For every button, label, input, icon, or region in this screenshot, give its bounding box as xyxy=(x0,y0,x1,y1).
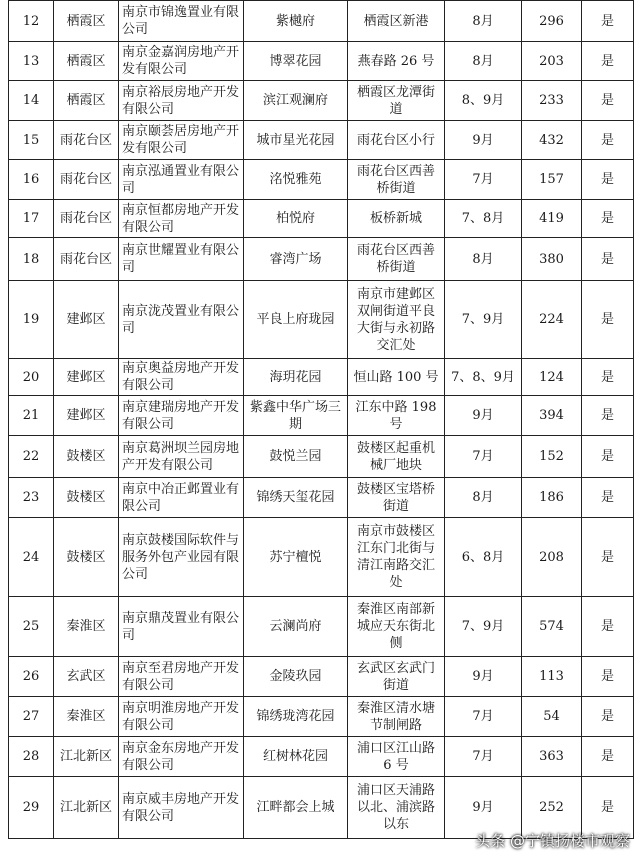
month-cell: 7、8月 xyxy=(445,200,522,238)
units-cell: 296 xyxy=(522,1,582,42)
month-cell: 8月 xyxy=(445,478,522,518)
flag-cell: 是 xyxy=(582,121,634,160)
flag-cell: 是 xyxy=(582,42,634,81)
flag-cell: 是 xyxy=(582,737,634,777)
district-cell: 江北新区 xyxy=(54,737,119,777)
project-cell: 锦绣珑湾花园 xyxy=(244,697,348,737)
row-number: 13 xyxy=(9,42,54,81)
month-cell: 7月 xyxy=(445,737,522,777)
location-cell: 南京市鼓楼区江东门北街与清江南路交汇处 xyxy=(348,518,445,597)
table-row xyxy=(9,359,634,396)
district-cell: 秦淮区 xyxy=(54,697,119,737)
location-cell: 燕春路 26 号 xyxy=(348,42,445,81)
district-cell: 鼓楼区 xyxy=(54,518,119,597)
district-cell: 栖霞区 xyxy=(54,81,119,121)
units-cell: 157 xyxy=(522,160,582,200)
units-cell: 394 xyxy=(522,396,582,436)
location-cell: 鼓楼区宝塔桥街道 xyxy=(348,478,445,518)
units-cell: 124 xyxy=(522,359,582,396)
units-cell: 224 xyxy=(522,281,582,359)
month-cell: 7月 xyxy=(445,160,522,200)
table-row xyxy=(9,281,634,359)
company-cell: 南京裕辰房地产开发有限公司 xyxy=(119,81,244,121)
district-cell: 建邺区 xyxy=(54,281,119,359)
row-number: 12 xyxy=(9,1,54,42)
company-cell: 南京至君房地产开发有限公司 xyxy=(119,657,244,697)
table-row xyxy=(9,238,634,281)
project-cell: 紫樾府 xyxy=(244,1,348,42)
district-cell: 栖霞区 xyxy=(54,42,119,81)
company-cell: 南京市锦逸置业有限公司 xyxy=(119,1,244,42)
row-number: 21 xyxy=(9,396,54,436)
table-body xyxy=(9,1,634,839)
project-cell: 洺悦雅苑 xyxy=(244,160,348,200)
flag-cell: 是 xyxy=(582,396,634,436)
project-cell: 平良上府珑园 xyxy=(244,281,348,359)
units-cell: 233 xyxy=(522,81,582,121)
row-number: 19 xyxy=(9,281,54,359)
table-row xyxy=(9,518,634,597)
location-cell: 鼓楼区起重机械厂地块 xyxy=(348,436,445,478)
row-number: 20 xyxy=(9,359,54,396)
location-cell: 雨花台区小行 xyxy=(348,121,445,160)
district-cell: 建邺区 xyxy=(54,359,119,396)
company-cell: 南京鼓楼国际软件与服务外包产业园有限公司 xyxy=(119,518,244,597)
flag-cell: 是 xyxy=(582,200,634,238)
row-number: 17 xyxy=(9,200,54,238)
district-cell: 江北新区 xyxy=(54,777,119,839)
location-cell: 浦口区江山路 6 号 xyxy=(348,737,445,777)
month-cell: 8月 xyxy=(445,42,522,81)
location-cell: 浦口区天浦路以北、浦滨路以东 xyxy=(348,777,445,839)
flag-cell: 是 xyxy=(582,1,634,42)
flag-cell: 是 xyxy=(582,160,634,200)
location-cell: 秦淮区清水塘节制闸路 xyxy=(348,697,445,737)
units-cell: 363 xyxy=(522,737,582,777)
units-cell: 574 xyxy=(522,597,582,657)
units-cell: 208 xyxy=(522,518,582,597)
location-cell: 栖霞区龙潭街道 xyxy=(348,81,445,121)
month-cell: 7、9月 xyxy=(445,281,522,359)
district-cell: 玄武区 xyxy=(54,657,119,697)
month-cell: 7、9月 xyxy=(445,597,522,657)
company-cell: 南京建瑞房地产开发有限公司 xyxy=(119,396,244,436)
month-cell: 6、8月 xyxy=(445,518,522,597)
project-cell: 睿湾广场 xyxy=(244,238,348,281)
flag-cell: 是 xyxy=(582,657,634,697)
company-cell: 南京泓通置业有限公司 xyxy=(119,160,244,200)
district-cell: 建邺区 xyxy=(54,396,119,436)
company-cell: 南京金嘉润房地产开发有限公司 xyxy=(119,42,244,81)
district-cell: 雨花台区 xyxy=(54,121,119,160)
company-cell: 南京泷茂置业有限公司 xyxy=(119,281,244,359)
flag-cell: 是 xyxy=(582,518,634,597)
project-cell: 柏悦府 xyxy=(244,200,348,238)
company-cell: 南京威丰房地产开发有限公司 xyxy=(119,777,244,839)
company-cell: 南京中冶正邺置业有限公司 xyxy=(119,478,244,518)
flag-cell: 是 xyxy=(582,777,634,839)
row-number: 15 xyxy=(9,121,54,160)
company-cell: 南京世耀置业有限公司 xyxy=(119,238,244,281)
month-cell: 7月 xyxy=(445,697,522,737)
company-cell: 南京金东房地产开发有限公司 xyxy=(119,737,244,777)
district-cell: 秦淮区 xyxy=(54,597,119,657)
location-cell: 栖霞区新港 xyxy=(348,1,445,42)
district-cell: 鼓楼区 xyxy=(54,478,119,518)
project-cell: 金陵玖园 xyxy=(244,657,348,697)
project-cell: 红树林花园 xyxy=(244,737,348,777)
row-number: 26 xyxy=(9,657,54,697)
district-cell: 雨花台区 xyxy=(54,238,119,281)
company-cell: 南京恒都房地产开发有限公司 xyxy=(119,200,244,238)
month-cell: 8月 xyxy=(445,1,522,42)
table-row xyxy=(9,657,634,697)
district-cell: 雨花台区 xyxy=(54,200,119,238)
company-cell: 南京奥益房地产开发有限公司 xyxy=(119,359,244,396)
row-number: 27 xyxy=(9,697,54,737)
project-cell: 城市星光花园 xyxy=(244,121,348,160)
row-number: 16 xyxy=(9,160,54,200)
month-cell: 8、9月 xyxy=(445,81,522,121)
project-cell: 滨江观澜府 xyxy=(244,81,348,121)
units-cell: 432 xyxy=(522,121,582,160)
location-cell: 板桥新城 xyxy=(348,200,445,238)
district-cell: 雨花台区 xyxy=(54,160,119,200)
table-row xyxy=(9,396,634,436)
project-cell: 云澜尚府 xyxy=(244,597,348,657)
company-cell: 南京明淮房地产开发有限公司 xyxy=(119,697,244,737)
table-row xyxy=(9,200,634,238)
row-number: 14 xyxy=(9,81,54,121)
location-cell: 雨花台区西善桥街道 xyxy=(348,160,445,200)
project-cell: 海玥花园 xyxy=(244,359,348,396)
district-cell: 鼓楼区 xyxy=(54,436,119,478)
company-cell: 南京颐荟居房地产开发有限公司 xyxy=(119,121,244,160)
location-cell: 南京市建邺区双闸街道平良大街与永初路交汇处 xyxy=(348,281,445,359)
location-cell: 秦淮区南部新城应天东街北侧 xyxy=(348,597,445,657)
row-number: 25 xyxy=(9,597,54,657)
row-number: 22 xyxy=(9,436,54,478)
row-number: 29 xyxy=(9,777,54,839)
watermark: 头条 @宁镇扬楼市观察 xyxy=(475,832,630,850)
location-cell: 玄武区玄武门街道 xyxy=(348,657,445,697)
flag-cell: 是 xyxy=(582,238,634,281)
project-cell: 江畔都会上城 xyxy=(244,777,348,839)
table-row xyxy=(9,42,634,81)
company-cell: 南京鼎茂置业有限公司 xyxy=(119,597,244,657)
table-row xyxy=(9,697,634,737)
table-row xyxy=(9,81,634,121)
month-cell: 7、8、9月 xyxy=(445,359,522,396)
row-number: 23 xyxy=(9,478,54,518)
location-cell: 恒山路 100 号 xyxy=(348,359,445,396)
month-cell: 7月 xyxy=(445,436,522,478)
district-cell: 栖霞区 xyxy=(54,1,119,42)
table-row xyxy=(9,436,634,478)
month-cell: 9月 xyxy=(445,657,522,697)
project-cell: 苏宁檀悦 xyxy=(244,518,348,597)
table-row xyxy=(9,121,634,160)
table-row xyxy=(9,597,634,657)
units-cell: 152 xyxy=(522,436,582,478)
units-cell: 54 xyxy=(522,697,582,737)
units-cell: 419 xyxy=(522,200,582,238)
project-cell: 博翠花园 xyxy=(244,42,348,81)
project-cell: 紫鑫中华广场三期 xyxy=(244,396,348,436)
flag-cell: 是 xyxy=(582,81,634,121)
month-cell: 8月 xyxy=(445,238,522,281)
units-cell: 252 xyxy=(522,777,582,839)
month-cell: 9月 xyxy=(445,396,522,436)
location-cell: 雨花台区西善桥街道 xyxy=(348,238,445,281)
flag-cell: 是 xyxy=(582,478,634,518)
table-row xyxy=(9,160,634,200)
flag-cell: 是 xyxy=(582,359,634,396)
month-cell: 9月 xyxy=(445,777,522,839)
row-number: 18 xyxy=(9,238,54,281)
location-cell: 江东中路 198 号 xyxy=(348,396,445,436)
table-row xyxy=(9,737,634,777)
housing-project-table xyxy=(8,0,634,839)
units-cell: 203 xyxy=(522,42,582,81)
flag-cell: 是 xyxy=(582,697,634,737)
flag-cell: 是 xyxy=(582,281,634,359)
table-row xyxy=(9,478,634,518)
flag-cell: 是 xyxy=(582,597,634,657)
units-cell: 380 xyxy=(522,238,582,281)
row-number: 24 xyxy=(9,518,54,597)
flag-cell: 是 xyxy=(582,436,634,478)
units-cell: 113 xyxy=(522,657,582,697)
project-cell: 鼓悦兰园 xyxy=(244,436,348,478)
row-number: 28 xyxy=(9,737,54,777)
company-cell: 南京葛洲坝兰园房地产开发有限公司 xyxy=(119,436,244,478)
units-cell: 186 xyxy=(522,478,582,518)
month-cell: 9月 xyxy=(445,121,522,160)
project-cell: 锦绣天玺花园 xyxy=(244,478,348,518)
table-row xyxy=(9,1,634,42)
